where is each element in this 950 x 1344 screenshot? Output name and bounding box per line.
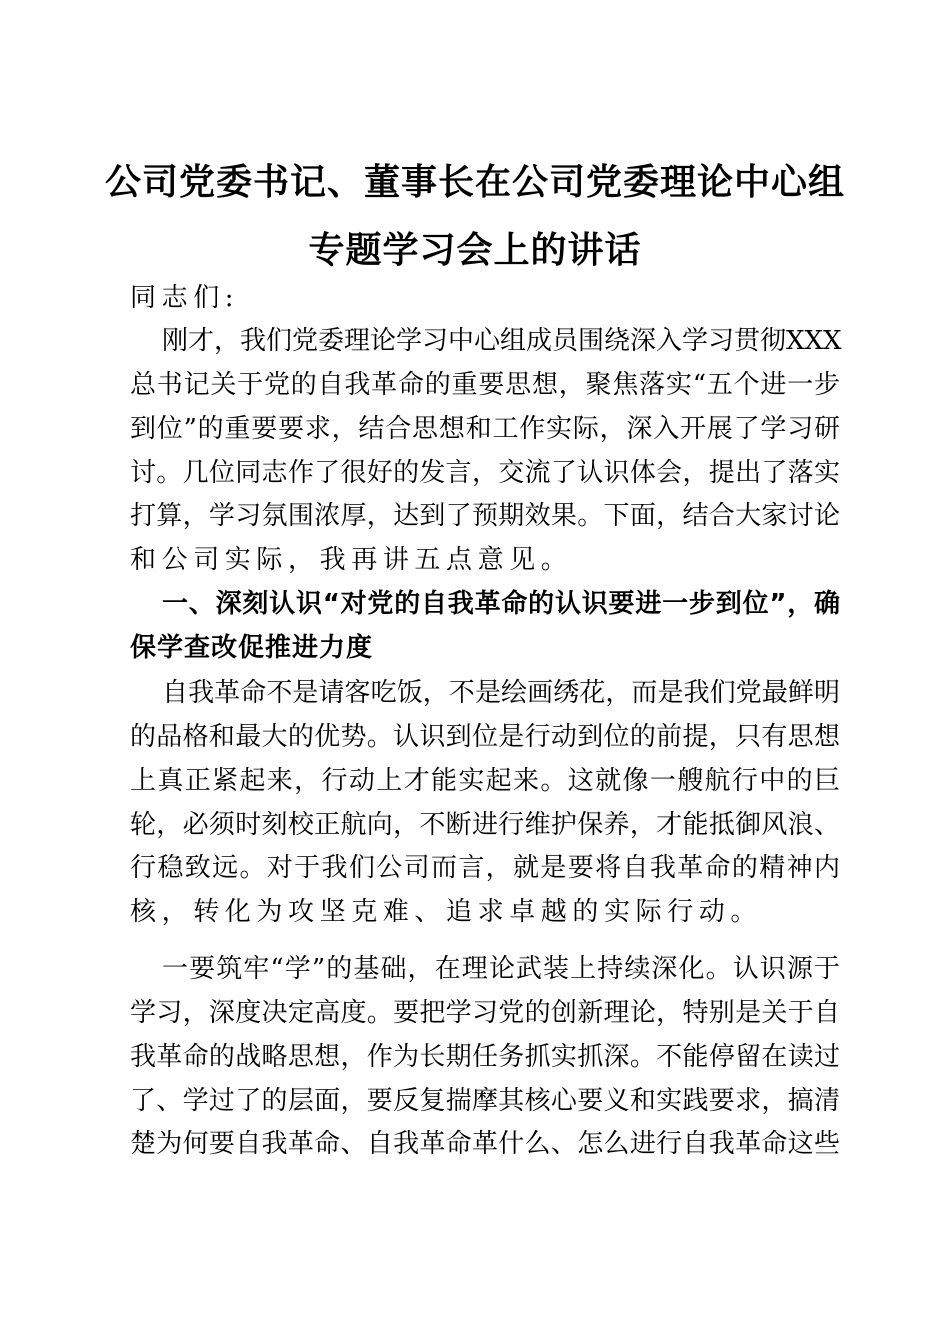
heading-line: 一、深刻认识“对党的自我革命的认识要进一步到位”，确 <box>162 589 840 619</box>
text-line: 行稳致远。对于我们公司而言，就是要将自我革命的精神内 <box>130 853 840 883</box>
text-line: 自我革命不是请客吃饭，不是绘画绣花，而是我们党最鲜明 <box>162 678 840 708</box>
heading-line: 保学查改促推进力度 <box>130 633 374 663</box>
salutation: 同志们: <box>130 283 240 313</box>
document-title-line-1: 公司党委书记、董事长在公司党委理论中心组 <box>104 162 845 203</box>
text-line: 楚为何要自我革命、自我革命革什么、怎么进行自我革命这些 <box>130 1129 840 1159</box>
text-line: 和公司实际，我再讲五点意见。 <box>130 545 573 575</box>
text-line: 学习，深度决定高度。要把学习党的创新理论，特别是关于自 <box>130 998 840 1028</box>
text-line: 了、学过了的层面，要反复揣摩其核心要义和实践要求，搞清 <box>130 1086 840 1116</box>
text-line: 刚才，我们党委理论学习中心组成员围绕深入学习贯彻XXX <box>162 326 842 356</box>
text-line: 总书记关于党的自我革命的重要思想，聚焦落实“五个进一步 <box>130 370 840 400</box>
text-line: 讨。几位同志作了很好的发言，交流了认识体会，提出了落实 <box>130 458 840 488</box>
document-title-line-2: 专题学习会上的讲话 <box>308 230 642 271</box>
text-line: 的品格和最大的优势。认识到位是行动到位的前提，只有思想 <box>130 722 840 752</box>
text-line: 轮，必须时刻校正航向，不断进行维护保养，才能抵御风浪、 <box>130 810 840 840</box>
text-line: 上真正紧起来，行动上才能实起来。这就像一艘航行中的巨 <box>130 766 840 796</box>
text-line: 打算，学习氛围浓厚，达到了预期效果。下面，结合大家讨论 <box>130 501 840 531</box>
text-line: 一要筑牢“学”的基础，在理论武装上持续深化。认识源于 <box>162 954 840 984</box>
text-line: 到位”的重要要求，结合思想和工作实际，深入开展了学习研 <box>130 414 840 444</box>
text-line: 我革命的战略思想，作为长期任务抓实抓深。不能停留在读过 <box>130 1042 840 1072</box>
text-line: 核，转化为攻坚克难、追求卓越的实际行动。 <box>130 897 763 927</box>
